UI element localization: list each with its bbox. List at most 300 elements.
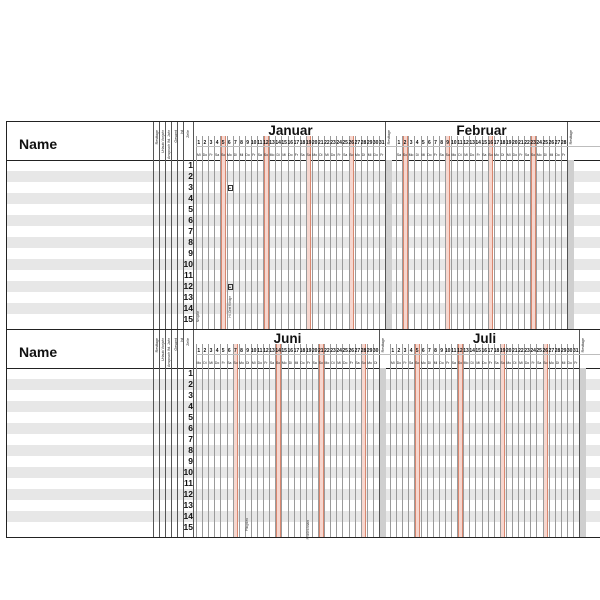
- column-header: Gesamt: [173, 338, 178, 351]
- day-number: 24: [536, 140, 542, 146]
- sunday-column: [415, 344, 420, 537]
- day-gridline: [342, 344, 343, 537]
- day-number: 2: [203, 140, 207, 146]
- weekday-label: Di: [470, 361, 474, 365]
- sunday-column: [403, 136, 408, 329]
- weekday-label: Do: [439, 361, 444, 365]
- day-gridline: [257, 344, 258, 537]
- day-number: 28: [360, 140, 367, 146]
- day-gridline: [239, 136, 240, 329]
- row-number: 10: [183, 259, 193, 269]
- day-number: 28: [554, 348, 561, 354]
- weekday-label: Fr: [337, 153, 341, 157]
- weekday-label: Di: [361, 153, 366, 157]
- day-gridline: [251, 344, 252, 537]
- weekday-label: So: [361, 361, 366, 365]
- day-gridline: [330, 136, 331, 329]
- weekday-label: Do: [512, 153, 517, 157]
- day-gridline: [543, 136, 544, 329]
- day-number: 25: [342, 140, 348, 146]
- column-separator: [159, 330, 160, 537]
- day-gridline: [451, 136, 452, 329]
- day-number: 29: [560, 348, 567, 354]
- row-number: 12: [183, 281, 193, 291]
- weekday-label: So: [445, 153, 450, 157]
- weekday-label: Mo: [549, 361, 554, 365]
- day-gridline: [300, 344, 301, 537]
- day-gridline: [445, 136, 446, 329]
- weekday-label: Mo: [494, 153, 499, 157]
- day-gridline: [457, 344, 458, 537]
- day-number: 30: [372, 348, 379, 354]
- day-number: 1: [391, 348, 395, 354]
- weekday-label: Do: [482, 361, 487, 365]
- weekday-label: Mo: [239, 361, 244, 365]
- weekday-label: Mo: [324, 361, 330, 365]
- day-gridline: [506, 344, 507, 537]
- weekday-label: Mi: [251, 361, 256, 365]
- column-separator: [177, 330, 178, 537]
- day-gridline: [469, 136, 470, 329]
- day-number: 26: [348, 348, 355, 354]
- weekday-label: Do: [330, 153, 336, 157]
- day-number: 31: [573, 348, 579, 354]
- column-separator: [193, 122, 194, 329]
- day-number: 5: [421, 140, 425, 146]
- weekday-label: So: [349, 153, 354, 157]
- holiday-annotation: Neujahr: [196, 310, 201, 322]
- day-number: 12: [263, 140, 269, 146]
- day-gridline: [281, 136, 282, 329]
- day-gridline: [475, 344, 476, 537]
- day-number: 27: [354, 348, 361, 354]
- day-gridline: [220, 344, 221, 537]
- day-gridline: [451, 344, 452, 537]
- day-number: 2: [203, 348, 207, 354]
- day-number: 17: [293, 140, 300, 146]
- column-header: Urlaub Vorjahr: [161, 338, 166, 361]
- weekday-label: Mi: [209, 361, 213, 365]
- row-number: 13: [183, 500, 193, 510]
- weekday-label: Mi: [325, 153, 329, 157]
- day-gridline: [573, 344, 574, 537]
- day-number: 22: [518, 348, 524, 354]
- day-number: 19: [499, 348, 506, 354]
- day-number: 16: [287, 140, 294, 146]
- column-separator: [171, 330, 172, 537]
- weekday-label: Mi: [239, 153, 244, 157]
- rest-column: [386, 160, 392, 329]
- day-number: 23: [330, 348, 336, 354]
- header-subline: [196, 354, 600, 355]
- day-number: 11: [257, 348, 263, 354]
- day-number: 27: [354, 140, 361, 146]
- weekday-label: So: [306, 153, 311, 157]
- day-number: 25: [542, 140, 549, 146]
- day-number: 13: [269, 348, 275, 354]
- day-gridline: [561, 136, 562, 329]
- day-number: 13: [469, 140, 475, 146]
- day-number: 17: [293, 348, 300, 354]
- day-number: 5: [221, 140, 225, 146]
- day-number: 4: [415, 140, 419, 146]
- row-number: 4: [188, 401, 193, 411]
- day-gridline: [536, 344, 537, 537]
- weekday-label: Do: [427, 153, 432, 157]
- row-number: 15: [183, 314, 193, 324]
- day-number: 6: [428, 140, 431, 146]
- sunday-column: [233, 344, 238, 537]
- day-number: 23: [524, 348, 530, 354]
- column-header: Zeile: [186, 338, 190, 346]
- day-gridline: [408, 344, 409, 537]
- day-gridline: [330, 344, 331, 537]
- day-number: 3: [209, 348, 213, 354]
- day-number: 29: [366, 348, 373, 354]
- day-number: 6: [421, 348, 425, 354]
- day-gridline: [390, 344, 391, 537]
- day-gridline: [263, 344, 264, 537]
- day-gridline: [367, 136, 368, 329]
- weekday-label: So: [233, 361, 238, 365]
- day-gridline: [494, 344, 495, 537]
- weekday-label: So: [402, 153, 408, 157]
- day-gridline: [214, 136, 215, 329]
- sunday-column: [264, 136, 269, 329]
- column-separator: [159, 122, 160, 329]
- weekday-label: Mo: [196, 361, 202, 365]
- day-number: 4: [215, 140, 219, 146]
- weekday-label: So: [457, 361, 462, 365]
- row-number: 2: [188, 379, 193, 389]
- day-gridline: [494, 136, 495, 329]
- day-gridline: [251, 136, 252, 329]
- row-number: 13: [183, 292, 193, 302]
- weekday-label: Di: [374, 361, 378, 365]
- day-number: 11: [451, 348, 457, 354]
- weekday-label: Mo: [367, 361, 372, 365]
- day-gridline: [402, 344, 403, 537]
- day-gridline: [324, 136, 325, 329]
- vacation-planner: [6, 121, 600, 538]
- weekday-label: Mi: [337, 361, 341, 365]
- day-number: 1: [197, 140, 201, 146]
- day-gridline: [555, 344, 556, 537]
- sunday-column: [221, 136, 226, 329]
- day-gridline: [433, 136, 434, 329]
- column-header: Zeile: [186, 130, 190, 138]
- day-gridline: [373, 136, 374, 329]
- weekday-label: Fr: [531, 361, 535, 365]
- day-number: 18: [499, 140, 506, 146]
- weekday-label: Fr: [433, 153, 438, 157]
- weekday-label: Do: [300, 361, 305, 365]
- day-gridline: [427, 344, 428, 537]
- day-number: 24: [336, 348, 342, 354]
- day-number: 21: [318, 348, 324, 354]
- day-gridline: [439, 344, 440, 537]
- column-separator: [177, 122, 178, 329]
- day-gridline: [355, 344, 356, 537]
- weekday-label: So: [500, 361, 505, 365]
- month-title: Februar: [456, 123, 507, 138]
- day-gridline: [202, 136, 203, 329]
- column-header: Anspruch lfd. Jahr: [167, 338, 172, 367]
- day-gridline: [349, 344, 350, 537]
- day-number: 10: [444, 348, 451, 354]
- weekday-label: Mi: [476, 361, 480, 365]
- day-gridline: [306, 344, 307, 537]
- weekday-label: Mi: [464, 153, 468, 157]
- day-gridline: [402, 136, 403, 329]
- row-number: 7: [188, 434, 193, 444]
- weekday-label: Fr: [264, 361, 268, 365]
- day-gridline: [396, 344, 397, 537]
- day-number: 14: [275, 348, 281, 354]
- row-number: 7: [188, 226, 193, 236]
- day-gridline: [336, 344, 337, 537]
- row-number: 5: [188, 412, 193, 422]
- sunday-column: [488, 136, 493, 329]
- day-number: 28: [560, 140, 567, 146]
- weekday-label: Fr: [294, 153, 298, 157]
- weekday-label: Do: [373, 153, 378, 157]
- planner-section-top: [6, 121, 600, 329]
- day-gridline: [445, 344, 446, 537]
- day-number: 26: [348, 140, 355, 146]
- weekday-label: Sa: [451, 361, 456, 365]
- day-number: 8: [240, 140, 243, 146]
- day-number: 24: [336, 140, 342, 146]
- row-number: 1: [188, 160, 193, 170]
- weekday-label: Sa: [494, 361, 499, 365]
- day-number: 14: [275, 140, 281, 146]
- day-gridline: [281, 344, 282, 537]
- weekday-label: Mo: [226, 153, 232, 157]
- day-gridline: [361, 344, 362, 537]
- day-gridline: [349, 136, 350, 329]
- weekday-label: So: [415, 361, 420, 365]
- day-number: 3: [209, 140, 213, 146]
- weekday-label: Fr: [561, 153, 566, 157]
- sunday-column: [543, 344, 548, 537]
- day-gridline: [275, 136, 276, 329]
- row-number: 15: [183, 522, 193, 532]
- day-number: 30: [566, 348, 573, 354]
- row-number: 3: [188, 390, 193, 400]
- row-number: 6: [188, 215, 193, 225]
- day-number: 25: [342, 348, 348, 354]
- weekday-label: Sa: [355, 361, 360, 365]
- day-number: 27: [548, 348, 555, 354]
- weekday-label: Fr: [574, 361, 578, 365]
- day-number: 18: [299, 140, 306, 146]
- day-number: 9: [446, 140, 450, 146]
- row-number: 9: [188, 456, 193, 466]
- day-number: 7: [234, 348, 237, 354]
- day-gridline: [549, 344, 550, 537]
- sunday-column: [445, 136, 450, 329]
- weekday-label: Mo: [506, 361, 512, 365]
- row-number: 8: [188, 445, 193, 455]
- weekday-label: So: [276, 361, 281, 365]
- day-number: 11: [457, 140, 463, 146]
- weekday-label: Mi: [549, 153, 554, 157]
- weekday-label: Fr: [488, 361, 492, 365]
- day-gridline: [373, 344, 374, 537]
- day-number: 15: [481, 140, 488, 146]
- day-gridline: [288, 344, 289, 537]
- day-number: 13: [269, 140, 275, 146]
- day-gridline: [408, 136, 409, 329]
- day-gridline: [524, 344, 525, 537]
- day-gridline: [506, 136, 507, 329]
- weekday-label: Fr: [476, 153, 480, 157]
- day-number: 30: [372, 140, 379, 146]
- day-number: 14: [469, 348, 475, 354]
- day-gridline: [488, 136, 489, 329]
- day-number: 8: [240, 348, 243, 354]
- row-number: 1: [188, 368, 193, 378]
- weekday-label: Sa: [312, 361, 317, 365]
- day-gridline: [561, 344, 562, 537]
- day-number: 28: [360, 348, 367, 354]
- day-number: 15: [281, 140, 287, 146]
- row-number: 8: [188, 237, 193, 247]
- rest-label: Resttage: [568, 130, 573, 145]
- day-number: 20: [512, 140, 518, 146]
- weekday-label: Fr: [446, 361, 450, 365]
- weekday-label: Do: [202, 153, 208, 157]
- day-gridline: [312, 344, 313, 537]
- day-gridline: [530, 344, 531, 537]
- day-gridline: [427, 136, 428, 329]
- weekday-label: Di: [319, 153, 323, 157]
- weekday-label: Sa: [439, 153, 444, 157]
- day-gridline: [555, 136, 556, 329]
- day-gridline: [269, 344, 270, 537]
- day-gridline: [336, 136, 337, 329]
- day-number: 10: [250, 140, 257, 146]
- day-number: 20: [311, 348, 318, 354]
- day-number: 9: [246, 348, 249, 354]
- day-number: 10: [250, 348, 257, 354]
- weekday-label: Do: [524, 361, 530, 365]
- day-number: 22: [324, 140, 330, 146]
- weekday-label: Sa: [396, 153, 401, 157]
- weekday-label: Di: [276, 153, 280, 157]
- sunday-column: [276, 344, 281, 537]
- weekday-label: Mi: [391, 361, 395, 365]
- column-separator: [193, 330, 194, 537]
- column-header: Anspruch lfd. Jahr: [167, 130, 172, 159]
- row-number: 9: [188, 248, 193, 258]
- weekday-label: Do: [288, 153, 293, 157]
- day-gridline: [300, 136, 301, 329]
- rest-label: Resttage: [581, 338, 586, 353]
- sunday-column: [500, 344, 505, 537]
- weekday-label: Mo: [408, 153, 414, 157]
- day-number: 4: [215, 348, 219, 354]
- planner-section-bottom: [6, 329, 600, 538]
- day-number: 21: [518, 140, 524, 146]
- name-header: Name: [19, 136, 58, 152]
- row-number: 11: [184, 478, 193, 488]
- day-gridline: [318, 136, 319, 329]
- rest-label: Resttage: [387, 130, 392, 145]
- day-number: 18: [493, 348, 500, 354]
- weekday-label: Do: [257, 361, 262, 365]
- day-number: 16: [481, 348, 488, 354]
- day-number: 17: [487, 348, 494, 354]
- month-title: Juni: [273, 331, 302, 346]
- day-gridline: [543, 344, 544, 537]
- day-number: 21: [512, 348, 518, 354]
- day-gridline: [233, 136, 234, 329]
- day-number: 20: [311, 140, 318, 146]
- day-gridline: [220, 136, 221, 329]
- day-gridline: [414, 136, 415, 329]
- weekday-label: So: [543, 361, 548, 365]
- row-number: 5: [188, 204, 193, 214]
- day-gridline: [227, 344, 228, 537]
- weekday-label: Fr: [306, 361, 311, 365]
- weekday-label: Do: [343, 361, 348, 365]
- weekday-label: Sa: [300, 153, 305, 157]
- weekday-label: Mi: [519, 361, 523, 365]
- sunday-column: [349, 136, 354, 329]
- weekday-label: Mi: [367, 153, 372, 157]
- day-gridline: [361, 136, 362, 329]
- day-gridline: [288, 136, 289, 329]
- day-number: 4: [409, 348, 413, 354]
- weekday-label: Mo: [536, 153, 542, 157]
- calendar-marker-icon: ▲: [228, 285, 232, 289]
- day-gridline: [355, 136, 356, 329]
- day-number: 13: [463, 348, 469, 354]
- day-number: 19: [305, 348, 312, 354]
- month-title: Januar: [268, 123, 313, 138]
- weekday-label: Sa: [215, 153, 220, 157]
- day-gridline: [202, 344, 203, 537]
- day-gridline: [463, 344, 464, 537]
- holiday-annotation: Fronleichnam: [306, 519, 311, 540]
- column-separator: [153, 122, 154, 329]
- weekday-label: Do: [567, 361, 572, 365]
- day-number: 8: [434, 348, 437, 354]
- day-number: 26: [548, 140, 555, 146]
- weekday-label: Fr: [519, 153, 523, 157]
- day-gridline: [475, 136, 476, 329]
- day-gridline: [512, 136, 513, 329]
- weekday-label: Mo: [281, 361, 287, 365]
- weekday-label: Fr: [221, 361, 225, 365]
- day-number: 23: [330, 140, 336, 146]
- sunday-column: [306, 136, 311, 329]
- header-subline: [196, 146, 600, 147]
- weekday-label: Di: [555, 361, 560, 365]
- day-number: 1: [397, 140, 401, 146]
- day-gridline: [196, 344, 197, 537]
- day-number: 7: [434, 140, 437, 146]
- day-gridline: [306, 136, 307, 329]
- month-title: Juli: [472, 331, 497, 346]
- day-gridline: [208, 136, 209, 329]
- day-gridline: [524, 136, 525, 329]
- weekday-label: Mo: [451, 153, 457, 157]
- row-number: 14: [183, 303, 193, 313]
- rest-column: [568, 160, 574, 329]
